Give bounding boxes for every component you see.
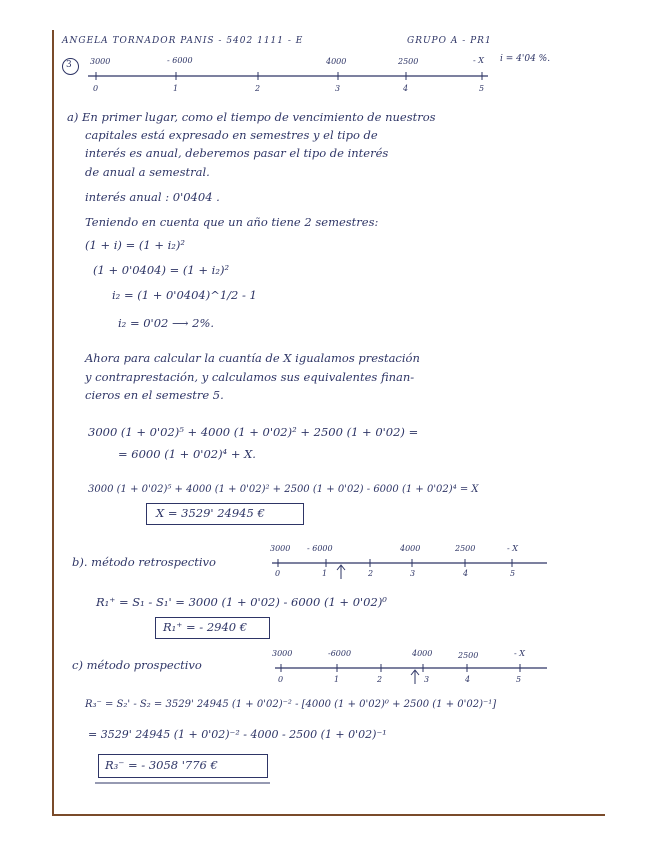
timeline2-amount-4: 2500 [455,544,476,553]
timeline3-tick-2: 2 [377,675,383,684]
equation-5: 3000 (1 + 0'02)⁵ + 4000 (1 + 0'02)² + 2500 (1 + 0'02) = [88,425,419,439]
para2-line-2: y contraprestación, y calculamos sus equivalentes finan- [85,370,415,384]
group-label: GRUPO A - PR1 [407,36,492,46]
para2-line-3: cieros en el semestre 5. [85,388,224,402]
problem-number-text: 3 [66,60,72,70]
timeline3-amount-4: 2500 [458,651,479,660]
annual-rate: interés anual : 0'0404 . [85,190,220,204]
timeline2-tick-4: 4 [463,569,469,578]
interest-rate: i = 4'04 %. [500,54,551,64]
timeline3-amount-3: 4000 [412,649,433,658]
timeline1-amount-0: 3000 [90,57,111,66]
result-b: R₁⁺ = - 2940 € [163,620,248,634]
timeline2-tick-3: 3 [410,569,416,578]
timeline3-amount-0: 3000 [272,649,293,658]
timeline2-amount-0: 3000 [270,544,291,553]
result-c-underline [95,781,275,787]
timeline2-amount-5: - X [507,544,518,553]
part-c-label: c) método prospectivo [72,658,202,672]
timeline2-tick-1: 1 [322,569,328,578]
para2-line-1: Ahora para calcular la cuantía de X igualamos prestación [85,351,420,365]
timeline2-amount-1: - 6000 [307,544,333,553]
timeline3-tick-1: 1 [334,675,340,684]
timeline3-tick-3: 3 [424,675,430,684]
timeline1-tick-1: 1 [173,84,179,93]
result-c: R₃⁻ = - 3058 '776 € [105,758,218,772]
part-b-equation: R₁⁺ = S₁ - S₁' = 3000 (1 + 0'02) - 6000 (1 + 0'02)⁰ [96,595,387,609]
part-a-line-1: a) En primer lugar, como el tiempo de vencimiento de nuestros [67,110,436,124]
part-c-equation-1: R₃⁻ = S₂' - S₂ = 3529' 24945 (1 + 0'02)⁻² - [4000 (1 + 0'02)⁰ + 2500 (1 + 0'02)⁻¹] [85,699,497,710]
part-a-line-2: capitales está expresado en semestres y el tipo de [85,128,378,142]
student-name: ANGELA TORNADOR PANIS - 5402 1111 - E [62,36,304,46]
timeline2-amount-3: 4000 [400,544,421,553]
equation-2: (1 + 0'0404) = (1 + i₂)² [93,263,230,277]
timeline1-amount-5: - X [473,56,484,65]
timeline1-tick-3: 3 [335,84,341,93]
equation-4: i₂ = 0'02 ⟶ 2%. [118,316,215,330]
semesters-note: Teniendo en cuenta que un año tiene 2 semestres: [85,215,379,229]
timeline3-axis [275,662,555,688]
timeline1-axis [88,70,508,82]
part-c-equation-2: = 3529' 24945 (1 + 0'02)⁻² - 4000 - 2500 (1 + 0'02)⁻¹ [88,728,387,741]
equation-7: 3000 (1 + 0'02)⁵ + 4000 (1 + 0'02)² + 2500 (1 + 0'02) - 6000 (1 + 0'02)⁴ = X [88,484,479,495]
equation-1: (1 + i) = (1 + i₂)² [85,238,185,252]
equation-3: i₂ = (1 + 0'0404)^1/2 - 1 [112,288,257,302]
timeline1-tick-4: 4 [403,84,409,93]
part-b-label: b). método retrospectivo [72,555,216,569]
timeline3-tick-4: 4 [465,675,471,684]
timeline2-tick-2: 2 [368,569,374,578]
timeline1-tick-0: 0 [93,84,99,93]
timeline1-amount-3: 4000 [326,57,347,66]
part-a-line-4: de anual a semestral. [85,165,210,179]
timeline2-tick-5: 5 [510,569,516,578]
timeline1-tick-2: 2 [255,84,261,93]
part-a-line-3: interés es anual, deberemos pasar el tipo de interés [85,146,389,160]
timeline1-amount-4: 2500 [398,57,419,66]
timeline1-amount-1: - 6000 [167,56,193,65]
timeline3-amount-5: - X [514,649,525,658]
timeline1-tick-5: 5 [479,84,485,93]
timeline3-tick-0: 0 [278,675,284,684]
result-x: X = 3529' 24945 € [156,506,265,520]
timeline3-tick-5: 5 [516,675,522,684]
equation-6: = 6000 (1 + 0'02)⁴ + X. [118,447,256,461]
timeline3-amount-1: -6000 [328,649,352,658]
timeline2-tick-0: 0 [275,569,281,578]
